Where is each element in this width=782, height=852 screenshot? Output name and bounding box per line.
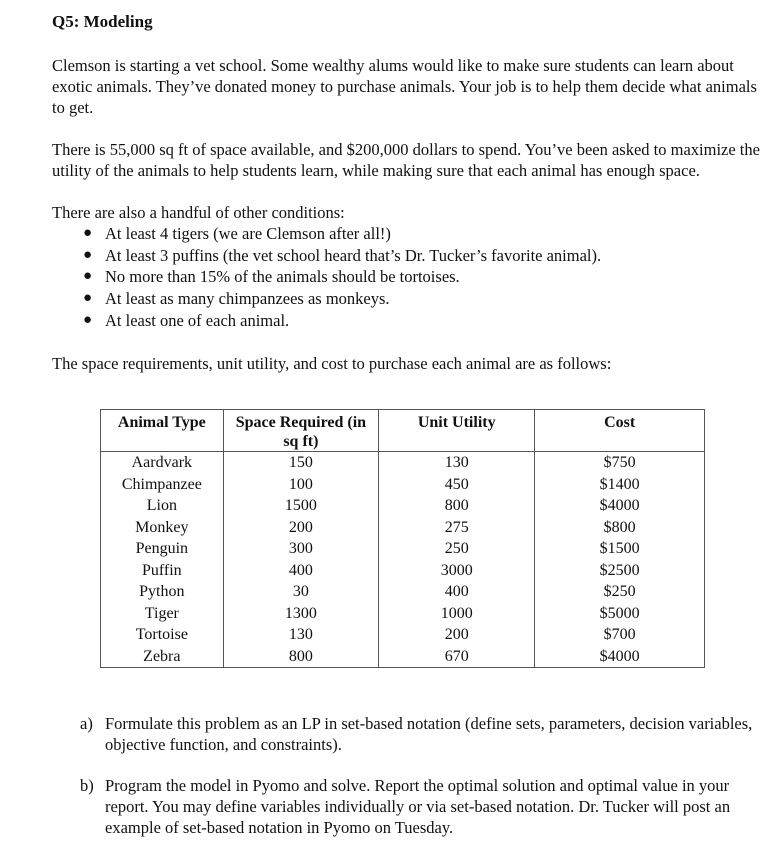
table-row (101, 452, 705, 474)
table-row (101, 581, 705, 603)
cell-utility: 400 (379, 581, 535, 603)
cell-animal: Lion (101, 495, 224, 517)
bullet-icon: ● (83, 246, 93, 263)
cell-cost: $5000 (535, 603, 705, 625)
table-row (101, 517, 705, 539)
cell-cost: $1500 (535, 538, 705, 560)
table-row (101, 646, 705, 668)
question-title: Q5: Modeling (52, 12, 153, 31)
bullet-icon: ● (83, 268, 93, 285)
cell-cost: $2500 (535, 560, 705, 582)
intro-paragraph: Clemson is starting a vet school. Some wealthy alums would like to make sure students can learn about exotic animals. They’ve donated money to purchase animals. Your job is to help them decide what animals to get. (52, 56, 757, 117)
cell-space: 1300 (223, 603, 378, 625)
cell-space: 300 (223, 538, 378, 560)
cell-animal: Aardvark (101, 452, 224, 474)
table-intro: The space requirements, unit utility, and cost to purchase each animal are as follows: (52, 354, 612, 374)
bullet-icon: ● (83, 290, 93, 307)
cell-space: 200 (223, 517, 378, 539)
table-row (101, 560, 705, 582)
cell-space: 30 (223, 581, 378, 603)
header-animal-type: Animal Type (101, 410, 224, 452)
table-row (101, 495, 705, 517)
table-row (101, 538, 705, 560)
question-a (80, 713, 760, 755)
cell-space: 100 (223, 474, 378, 496)
condition-item: ● At least 4 tigers (we are Clemson after all!) (83, 224, 391, 243)
cell-animal: Chimpanzee (101, 474, 224, 496)
table-row (101, 624, 705, 646)
cell-animal: Tortoise (101, 624, 224, 646)
condition-item: ● At least as many chimpanzees as monkeys. (83, 289, 390, 309)
bullet-icon: ● (83, 225, 93, 241)
cell-utility: 250 (379, 538, 535, 560)
cell-utility: 130 (379, 452, 535, 474)
condition-item: ● No more than 15% of the animals should be tortoises. (83, 267, 460, 287)
question-label: b) (80, 776, 94, 795)
table-header-row (101, 410, 705, 452)
conditions-intro: There are also a handful of other conditions: (52, 203, 345, 222)
condition-item: ● At least 3 puffins (the vet school heard that’s Dr. Tucker’s favorite animal). (83, 245, 602, 265)
question-text: Formulate this problem as an LP in set-based notation (define sets, parameters, decision variables, objective function, and constraints). (105, 714, 753, 754)
cell-utility: 670 (379, 646, 535, 668)
cell-animal: Monkey (101, 517, 224, 539)
cell-space: 130 (223, 624, 378, 646)
cell-cost: $700 (535, 624, 705, 646)
cell-animal: Tiger (101, 603, 224, 625)
cell-cost: $750 (535, 452, 705, 474)
question-b (80, 775, 760, 838)
cell-space: 400 (223, 560, 378, 582)
cell-utility: 200 (379, 624, 535, 646)
cell-animal: Python (101, 581, 224, 603)
table-row (101, 603, 705, 625)
header-unit-utility: Unit Utility (379, 410, 535, 452)
cell-cost: $800 (535, 517, 705, 539)
question-text: Program the model in Pyomo and solve. Report the optimal solution and optimal value in your report. You may define variables individually or via set-based notation. Dr. Tucker will post an example of set-based notation in Pyomo on Tuesday. (105, 776, 731, 837)
cell-space: 1500 (223, 495, 378, 517)
cell-utility: 450 (379, 474, 535, 496)
conditions-list (52, 223, 764, 331)
cell-cost: $4000 (535, 646, 705, 668)
question-label: a) (80, 714, 93, 733)
cell-cost: $1400 (535, 474, 705, 496)
cell-utility: 3000 (379, 560, 535, 582)
condition-item: ● At least one of each animal. (83, 310, 290, 330)
cell-animal: Zebra (101, 646, 224, 668)
cell-animal: Penguin (101, 538, 224, 560)
bullet-icon: ● (83, 311, 93, 328)
cell-utility: 1000 (379, 603, 535, 625)
animals-table (100, 409, 705, 668)
cell-cost: $4000 (535, 495, 705, 517)
document-page (52, 10, 764, 374)
header-cost: Cost (535, 410, 705, 452)
cell-animal: Puffin (101, 560, 224, 582)
cell-cost: $250 (535, 581, 705, 603)
cell-space: 800 (223, 646, 378, 668)
resources-paragraph: There is 55,000 sq ft of space available, and $200,000 dollars to spend. You’ve been asked to maximize the utility of the animals to help students learn, while making sure that each animal has enough space. (52, 140, 760, 180)
header-space-required: Space Required (in sq ft) (223, 410, 378, 452)
table-row (101, 474, 705, 496)
cell-utility: 275 (379, 517, 535, 539)
cell-utility: 800 (379, 495, 535, 517)
cell-space: 150 (223, 452, 378, 474)
